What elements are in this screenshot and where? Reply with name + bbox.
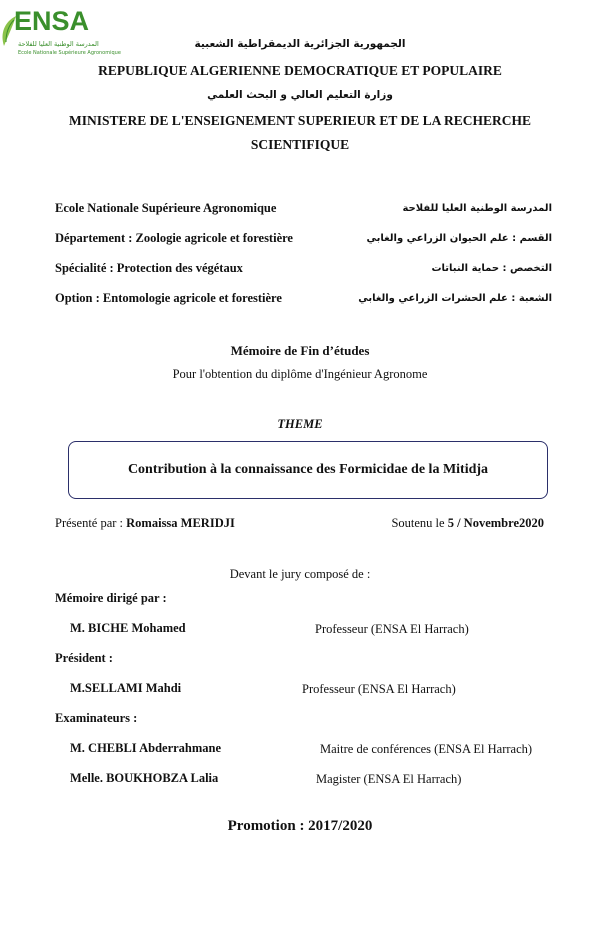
memoire-title: Mémoire de Fin d’études bbox=[230, 343, 370, 358]
defended-label: Soutenu le bbox=[391, 516, 445, 530]
info-option-ar: الشعبة : علم الحشرات الزراعي والغابي bbox=[358, 293, 552, 304]
header-fr-ministry-line1: MINISTERE DE L'ENSEIGNEMENT SUPERIEUR ET DE LA RECHERCHE bbox=[69, 113, 531, 128]
info-specialty-fr: Spécialité : Protection des végétaux bbox=[55, 261, 243, 275]
theme-title-box bbox=[68, 441, 548, 499]
jury-president-name: M.SELLAMI Mahdi bbox=[70, 681, 182, 695]
logo-arabic-text: المدرسة الوطنية العليا للفلاحة bbox=[18, 40, 99, 48]
jury-examiner-role: Magister (ENSA El Harrach) bbox=[316, 772, 462, 786]
jury-examiner-name: M. CHEBLI Abderrahmane bbox=[70, 741, 222, 755]
jury-president-role: Professeur (ENSA El Harrach) bbox=[302, 682, 456, 696]
header-fr-republic: REPUBLIQUE ALGERIENNE DEMOCRATIQUE ET POPULAIRE bbox=[98, 63, 502, 78]
memoire-subtitle: Pour l'obtention du diplôme d'Ingénieur Agronome bbox=[172, 367, 428, 381]
jury-examiners-label: Examinateurs : bbox=[55, 711, 138, 725]
jury-examiner-role: Maitre de conférences (ENSA El Harrach) bbox=[320, 742, 533, 756]
logo-wordmark: ENSA bbox=[14, 6, 90, 36]
presented-label: Présenté par : bbox=[55, 516, 124, 530]
defended-date: 5 / Novembre2020 bbox=[447, 516, 544, 530]
info-school-ar: المدرسة الوطنية العليا للفلاحة bbox=[402, 203, 552, 214]
jury-intro: Devant le jury composé de : bbox=[229, 567, 371, 581]
defended-on bbox=[391, 516, 544, 531]
jury-president-label: Président : bbox=[55, 651, 113, 665]
logo-french-text: Ecole Nationale Supérieure Agronomique bbox=[18, 50, 121, 56]
jury-director-name: M. BICHE Mohamed bbox=[70, 621, 186, 635]
info-option-fr: Option : Entomologie agricole et forestière bbox=[55, 291, 282, 305]
promotion: Promotion : 2017/2020 bbox=[227, 818, 373, 834]
jury-director-role: Professeur (ENSA El Harrach) bbox=[315, 622, 469, 636]
header-ar-republic: الجمهورية الجزائرية الديمقراطية الشعبية bbox=[194, 38, 406, 50]
info-specialty-ar: التخصص : حماية النباتات bbox=[431, 263, 552, 274]
theme-label: THEME bbox=[277, 417, 323, 431]
info-department-ar: القسم : علم الحيوان الزراعي والغابي bbox=[366, 233, 552, 244]
info-school-fr: Ecole Nationale Supérieure Agronomique bbox=[55, 201, 277, 215]
ensa-logo bbox=[0, 4, 121, 60]
theme-title: Contribution à la connaissance des Formicidae de la Mitidja bbox=[127, 462, 489, 477]
presented-by bbox=[55, 516, 235, 531]
header-fr-ministry-line2: SCIENTIFIQUE bbox=[250, 137, 350, 152]
jury-directed-label: Mémoire dirigé par : bbox=[55, 591, 167, 605]
presented-name: Romaissa MERIDJI bbox=[126, 516, 235, 530]
jury-examiner-name: Melle. BOUKHOBZA Lalia bbox=[70, 771, 219, 785]
info-department-fr: Département : Zoologie agricole et forestière bbox=[55, 231, 293, 245]
header-ar-ministry: وزارة التعليم العالي و البحث العلمي bbox=[207, 89, 393, 101]
